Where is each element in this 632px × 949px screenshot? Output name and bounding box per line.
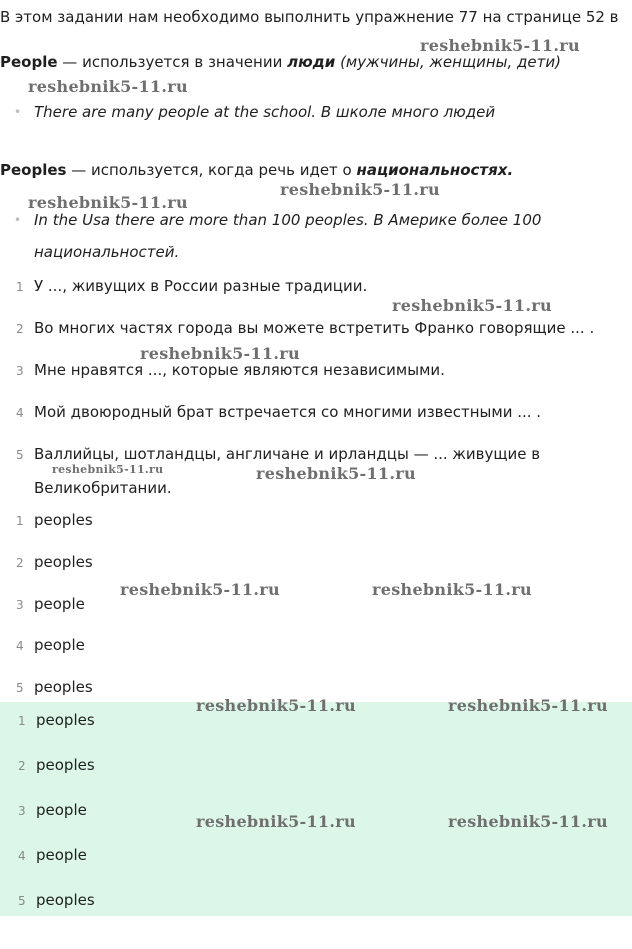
watermark: reshebnik5-11.ru [28,193,188,212]
watermark: reshebnik5-11.ru [140,344,300,363]
answer-text: people [34,636,85,654]
bullet-icon: • [14,213,22,227]
sentence-text-continued: Великобритании. [34,479,172,497]
watermark: reshebnik5-11.ru [256,464,416,483]
sentence-text: Мой двоюродный брат встречается со многими известными ... . [34,403,542,421]
answer-text: peoples [34,553,93,571]
answer-text: peoples [36,891,95,909]
watermark: reshebnik5-11.ru [120,580,280,599]
watermark: reshebnik5-11.ru [392,296,552,315]
definition-text: — используется в значении [57,53,288,71]
watermark: reshebnik5-11.ru [52,463,164,476]
meaning-people: люди [287,53,336,71]
watermark: reshebnik5-11.ru [448,696,608,715]
sentence-number: 1 [16,280,24,294]
answer-text: peoples [34,511,93,529]
answer-text: people [34,595,85,613]
answer-highlight-block [0,702,632,916]
sentence-text: Мне нравятся ..., которые являются независимыми. [34,361,445,379]
answer-text: peoples [34,678,93,696]
answer-number: 3 [16,598,24,612]
watermark: reshebnik5-11.ru [420,36,580,55]
answer-number: 5 [16,681,24,695]
people-example: There are many people at the school. В школе много людей [34,103,496,121]
answer-text: people [36,801,87,819]
sentence-text: Во многих частях города вы можете встретить Франко говорящие ... . [34,319,595,337]
bullet-icon: • [14,105,22,119]
definition-explain: (мужчины, женщины, дети) [335,53,561,71]
sentence-number: 3 [16,364,24,378]
answer-number: 3 [18,804,26,818]
watermark: reshebnik5-11.ru [280,180,440,199]
sentence-text: У ..., живущих в России разные традиции. [34,277,368,295]
watermark: reshebnik5-11.ru [196,696,356,715]
answer-number: 5 [18,894,26,908]
watermark: reshebnik5-11.ru [448,812,608,831]
answer-number: 1 [16,514,24,528]
watermark: reshebnik5-11.ru [28,77,188,96]
answer-number: 2 [16,556,24,570]
intro-text: В этом задании нам необходимо выполнить упражнение 77 на странице 52 в [0,8,619,26]
answer-number: 4 [16,639,24,653]
answer-number: 4 [18,849,26,863]
people-definition [0,53,561,71]
term-people: People [0,53,58,71]
watermark: reshebnik5-11.ru [196,812,356,831]
answer-text: peoples [36,711,95,729]
definition-text: — используется, когда речь идет о [66,161,357,179]
answer-number: 2 [18,759,26,773]
peoples-definition [0,161,513,179]
meaning-peoples: национальностях. [356,161,514,179]
peoples-example-line2: национальностей. [34,243,180,261]
answer-text: peoples [36,756,95,774]
sentence-text: Валлийцы, шотландцы, англичане и ирландцы — ... живущие в [34,445,541,463]
answer-text: people [36,846,87,864]
sentence-number: 5 [16,448,24,462]
answer-number: 1 [18,714,26,728]
sentence-number: 4 [16,406,24,420]
sentence-number: 2 [16,322,24,336]
peoples-example-line1: In the Usa there are more than 100 peoples. В Америке более 100 [34,211,542,229]
watermark: reshebnik5-11.ru [372,580,532,599]
term-peoples: Peoples [0,161,67,179]
